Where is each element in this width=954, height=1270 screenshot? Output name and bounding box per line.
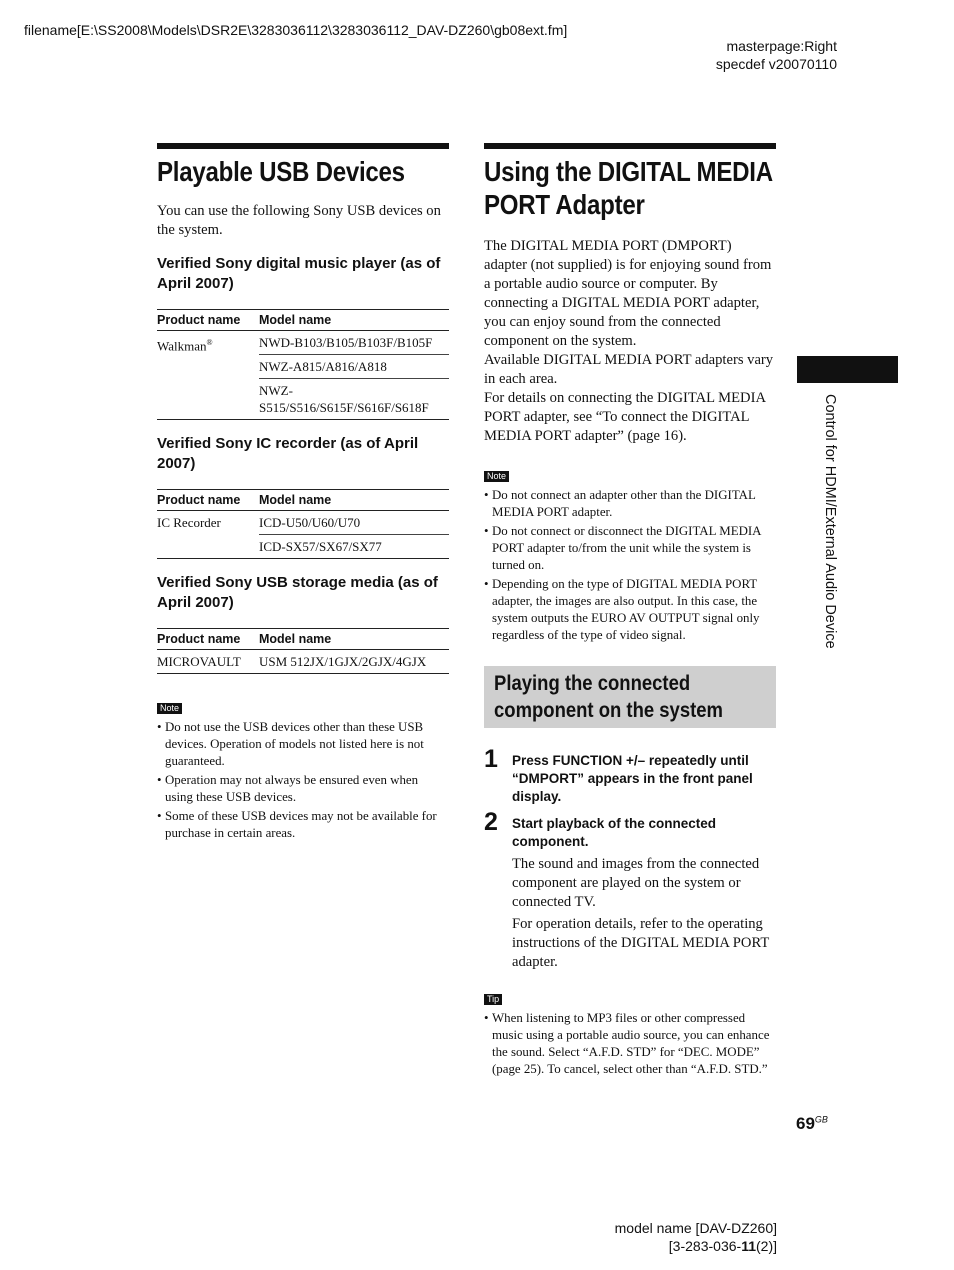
list-item: • Do not connect an adapter other than the DIGITAL MEDIA PORT adapter. <box>484 487 776 521</box>
side-tab-label: Control for HDMI/External Audio Device <box>822 394 838 649</box>
col-header-model: Model name <box>259 629 449 650</box>
page-number <box>796 1114 828 1134</box>
header-masterpage <box>600 37 837 73</box>
list-item: • Depending on the type of DIGITAL MEDIA PORT adapter, the images are also output. In this case, the system outputs the EURO AV OUTPUT signal only regardless of the type of video signal. <box>484 576 776 644</box>
dmport-intro: The DIGITAL MEDIA PORT (DMPORT) adapter (not supplied) is for enjoying sound from a portable audio source or computer. By connecting a DIGITAL MEDIA PORT adapter, you can enjoy sound from the connected component on the system. <box>484 238 772 349</box>
note-label: Note <box>157 703 182 714</box>
header-filename: filename[E:\SS2008\Models\DSR2E\3283036112\3283036112_DAV-DZ260\gb08ext.fm] <box>24 22 568 38</box>
tip-label: Tip <box>484 994 502 1005</box>
masterpage-label: masterpage:Right <box>726 38 837 54</box>
note-block-usb <box>157 698 449 842</box>
title-rule <box>484 143 776 221</box>
tip-block <box>484 989 776 1078</box>
list-item: • Operation may not always be ensured even when using these USB devices. <box>157 772 449 806</box>
code-suffix: (2)] <box>756 1238 777 1254</box>
footer-code <box>560 1237 777 1255</box>
model-cell: NWZ-A815/A816/A818 <box>259 355 449 379</box>
section-heading-ic-recorder: Verified Sony IC recorder (as of April 2007) <box>157 435 419 472</box>
specdef-label: specdef v20070110 <box>715 56 837 72</box>
step-2 <box>484 808 776 972</box>
step-number: 1 <box>484 745 498 773</box>
model-cell: NWZ-S515/S516/S615F/S616F/S618F <box>259 379 449 420</box>
col-header-model: Model name <box>259 310 449 331</box>
model-cell: USM 512JX/1GJX/2GJX/4GJX <box>259 650 449 674</box>
code-prefix: [3-283-036- <box>668 1238 742 1254</box>
step-number: 2 <box>484 808 498 836</box>
note-list <box>484 487 776 644</box>
product-walkman: Walkman <box>157 338 207 354</box>
list-item: • Do not use the USB devices other than these USB devices. Operation of models not listed here is not guaranteed. <box>157 719 449 770</box>
model-cell: ICD-SX57/SX67/SX77 <box>259 535 449 559</box>
col-header-product: Product name <box>157 629 259 650</box>
right-column <box>484 143 776 1080</box>
subsection-box <box>484 666 776 728</box>
list-item: • When listening to MP3 files or other compressed music using a portable audio source, you can enhance the sound. Select “A.F.D. STD” for “DEC. MODE” (page 25). To cancel, select other than “A.F.D. STD.” <box>484 1010 776 1078</box>
music-player-table <box>157 309 449 420</box>
section-heading-storage: Verified Sony USB storage media (as of April 2007) <box>157 574 438 611</box>
dmport-paragraph: Available DIGITAL MEDIA PORT adapters vary in each area. <box>484 352 774 387</box>
page-title-usb: Playable USB Devices <box>157 156 405 187</box>
ic-recorder-table <box>157 489 449 559</box>
col-header-product: Product name <box>157 310 259 331</box>
step-text: The sound and images from the connected component are played on the system or connected TV. <box>512 856 760 910</box>
page-title-dmport: Using the DIGITAL MEDIA PORT Adapter <box>484 156 772 220</box>
code-bold: 11 <box>741 1238 756 1254</box>
footer <box>560 1219 777 1255</box>
left-column <box>157 143 449 844</box>
step-instruction: Start playback of the connected component. <box>512 816 717 849</box>
col-header-product: Product name <box>157 490 259 511</box>
step-text: For operation details, refer to the operating instructions of the DIGITAL MEDIA PORT adapter. <box>512 916 769 970</box>
footer-model: model name [DAV-DZ260] <box>614 1220 777 1236</box>
usb-intro: You can use the following Sony USB devices on the system. <box>157 203 441 238</box>
subsection-heading: Playing the connected component on the system <box>494 672 723 722</box>
page-number-value: 69 <box>796 1114 815 1133</box>
note-list <box>157 719 449 842</box>
note-block-dmport <box>484 466 776 644</box>
model-cell: ICD-U50/U60/U70 <box>259 511 449 535</box>
section-heading-music-player: Verified Sony digital music player (as of April 2007) <box>157 255 441 292</box>
section-tab-marker <box>797 356 898 383</box>
page-suffix: GB <box>814 1114 828 1125</box>
step-1 <box>484 745 776 806</box>
title-rule <box>157 143 449 188</box>
tip-list <box>484 1010 776 1078</box>
list-item: • Do not connect or disconnect the DIGITAL MEDIA PORT adapter to/from the unit while the system is turned on. <box>484 523 776 574</box>
storage-table <box>157 628 449 674</box>
note-label: Note <box>484 471 509 482</box>
list-item: • Some of these USB devices may not be available for purchase in certain areas. <box>157 808 449 842</box>
model-cell: NWD-B103/B105/B103F/B105F <box>259 331 449 355</box>
product-cell <box>157 331 259 420</box>
dmport-paragraph: For details on connecting the DIGITAL MEDIA PORT adapter, see “To connect the DIGITAL MEDIA PORT adapter” (page 16). <box>484 390 766 444</box>
product-cell: IC Recorder <box>157 511 259 559</box>
col-header-model: Model name <box>259 490 449 511</box>
product-cell: MICROVAULT <box>157 650 259 674</box>
registered-mark: ® <box>206 338 213 347</box>
step-instruction: Press FUNCTION +/– repeatedly until “DMPORT” appears in the front panel display. <box>512 753 753 804</box>
